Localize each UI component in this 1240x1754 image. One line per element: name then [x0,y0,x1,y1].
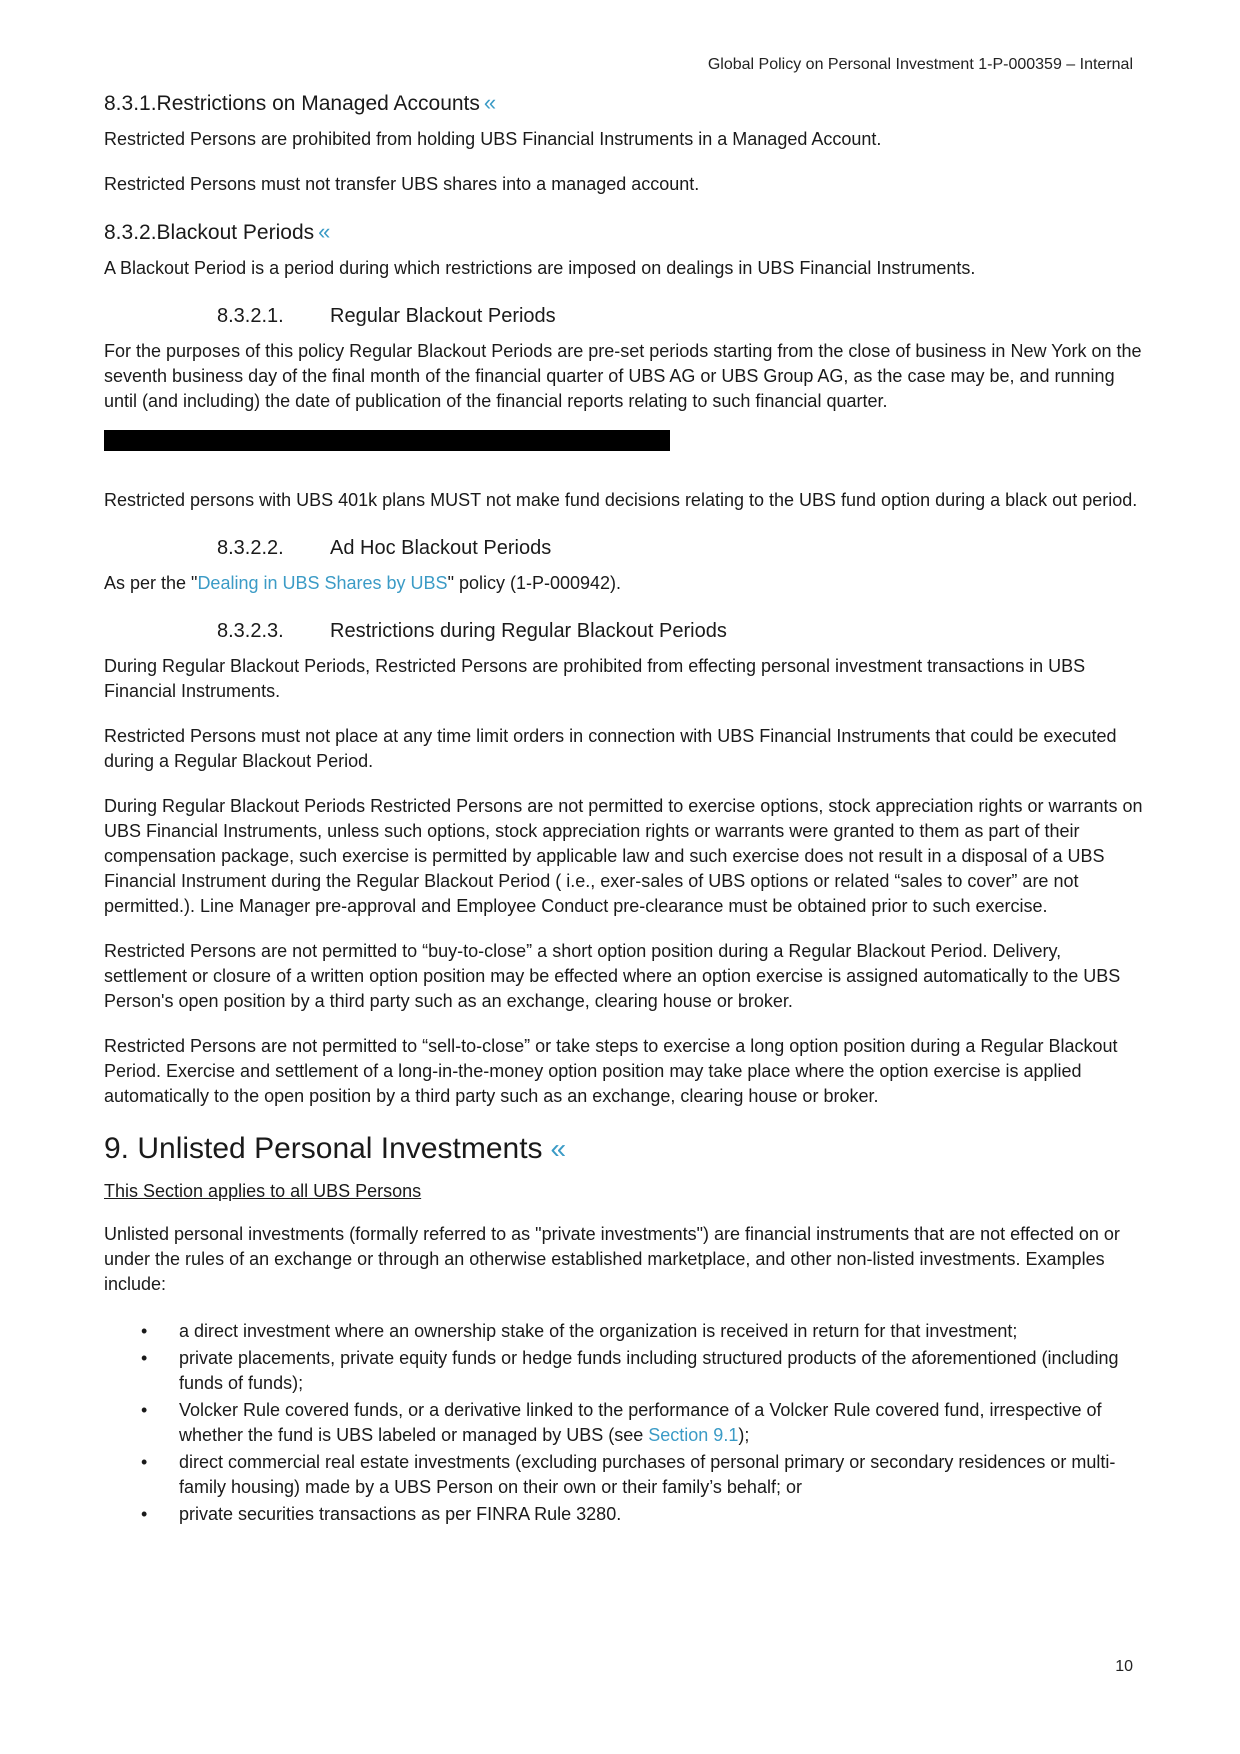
text: As per the " [104,573,198,593]
redaction-bar [104,430,670,451]
paragraph: Restricted Persons are prohibited from holding UBS Financial Instruments in a Managed Account. [104,129,882,149]
heading-number: 8.3.2.2. [217,537,284,559]
section-heading-9 [104,1131,1144,1167]
list-item-text: Volcker Rule covered funds, or a derivative linked to the performance of a Volcker Rule covered fund, irrespective of whether the fund is UBS labeled or managed by UBS (see [179,1400,1102,1445]
heading-text: 9. Unlisted Personal Investments [104,1132,543,1165]
bullet-icon: • [141,1348,148,1368]
section-heading-8-3-1 [104,90,1144,117]
paragraph: Restricted Persons must not place at any time limit orders in connection with UBS Financial Instruments that could be executed during a Regular Blackout Period. [104,726,1117,771]
paragraph: Unlisted personal investments (formally referred to as "private investments") are financial instruments that are not effected on or under the rules of an exchange or through an otherwise established marketplace, and other non-listed investments. Examples include: [104,1224,1120,1294]
paragraph: During Regular Blackout Periods Restricted Persons are not permitted to exercise options, stock appreciation rights or warrants on UBS Financial Instruments, unless such options, stock appreciation rights or warrants were granted to them as part of their compensation package, such exercise is permitted by applicable law and such exercise does not result in a disposal of a UBS Financial Instrument during the Regular Blackout Period ( i.e., exer-sales of UBS options or related “sales to cover” are not permitted.). Line Manager pre-approval and Employee Conduct pre-clearance must be obtained prior to such exercise. [104,796,1143,916]
page-header: Global Policy on Personal Investment 1-P-000359 – Internal [707,56,1133,73]
list-item-text: private securities transactions as per FINRA Rule 3280. [179,1504,622,1524]
list-item-text: a direct investment where an ownership stake of the organization is received in return for that investment; [179,1321,1018,1341]
heading-number: 8.3.2.3. [217,620,284,642]
section-heading-8-3-2-3 [104,618,1144,644]
heading-text: Ad Hoc Blackout Periods [330,537,552,559]
list-item [104,1450,1144,1500]
paragraph: Restricted persons with UBS 401k plans MUST not make fund decisions relating to the UBS fund option during a black out period. [104,490,1138,510]
back-to-top-icon[interactable]: « [483,90,497,115]
list-item-text: private placements, private equity funds or hedge funds including structured products of the aforementioned (including funds of funds); [179,1348,1119,1393]
section-heading-8-3-2-2 [104,535,1144,561]
paragraph: Restricted Persons are not permitted to “buy-to-close” a short option position during a Regular Blackout Period. Delivery, settlement or closure of a written option position may be effected where an option exercise is assigned automatically to the UBS Person's open position by a third party such as an exchange, clearing house or broker. [104,941,1121,1011]
bullet-icon: • [141,1504,148,1524]
list-item [104,1319,1144,1344]
heading-text: Regular Blackout Periods [330,305,556,327]
paragraph: Restricted Persons must not transfer UBS shares into a managed account. [104,174,700,194]
section-heading-8-3-2 [104,219,1144,246]
text: " policy (1-P-000942). [447,573,622,593]
list-item [104,1398,1144,1448]
list-item-text: ); [738,1425,750,1445]
bullet-icon: • [141,1321,148,1341]
heading-number: 8.3.2.1. [217,305,284,327]
back-to-top-icon[interactable]: « [318,219,331,244]
list-item [104,1346,1144,1396]
list-item-text: direct commercial real estate investments (excluding purchases of personal primary or secondary residences or multi-family housing) made by a UBS Person on their own or their family’s behalf; or [179,1452,1116,1497]
paragraph: During Regular Blackout Periods, Restricted Persons are prohibited from effecting personal investment transactions in UBS Financial Instruments. [104,656,1086,701]
page-number: 10 [1115,1658,1133,1675]
applies-note: This Section applies to all UBS Persons [104,1181,422,1201]
document-body [104,90,1144,1529]
paragraph: Restricted Persons are not permitted to “sell-to-close” or take steps to exercise a long option position during a Regular Blackout Period. Exercise and settlement of a long-in-the-money option position may take place where the option exercise is applied automatically to the open position by a third party such as an exchange, clearing house or broker. [104,1036,1118,1106]
section-heading-8-3-2-1 [104,303,1144,329]
bullet-icon: • [141,1452,148,1472]
heading-text: 8.3.2.Blackout Periods [104,221,315,244]
paragraph: A Blackout Period is a period during which restrictions are imposed on dealings in UBS Financial Instruments. [104,258,976,278]
paragraph: For the purposes of this policy Regular Blackout Periods are pre-set periods starting from the close of business in New York on the seventh business day of the final month of the financial quarter of UBS AG or UBS Group AG, as the case may be, and running until (and including) the date of publication of the financial reports relating to such financial quarter. [104,341,1142,411]
list-item [104,1502,1144,1527]
section-link[interactable]: Section 9.1 [648,1425,739,1445]
paragraph [104,571,1144,596]
bullet-list [104,1319,1144,1527]
bullet-icon: • [141,1400,148,1420]
heading-text: Restrictions during Regular Blackout Periods [330,620,727,642]
heading-text: 8.3.1.Restrictions on Managed Accounts [104,92,480,115]
policy-link[interactable]: Dealing in UBS Shares by UBS [197,573,448,593]
back-to-top-icon[interactable]: « [550,1133,567,1164]
